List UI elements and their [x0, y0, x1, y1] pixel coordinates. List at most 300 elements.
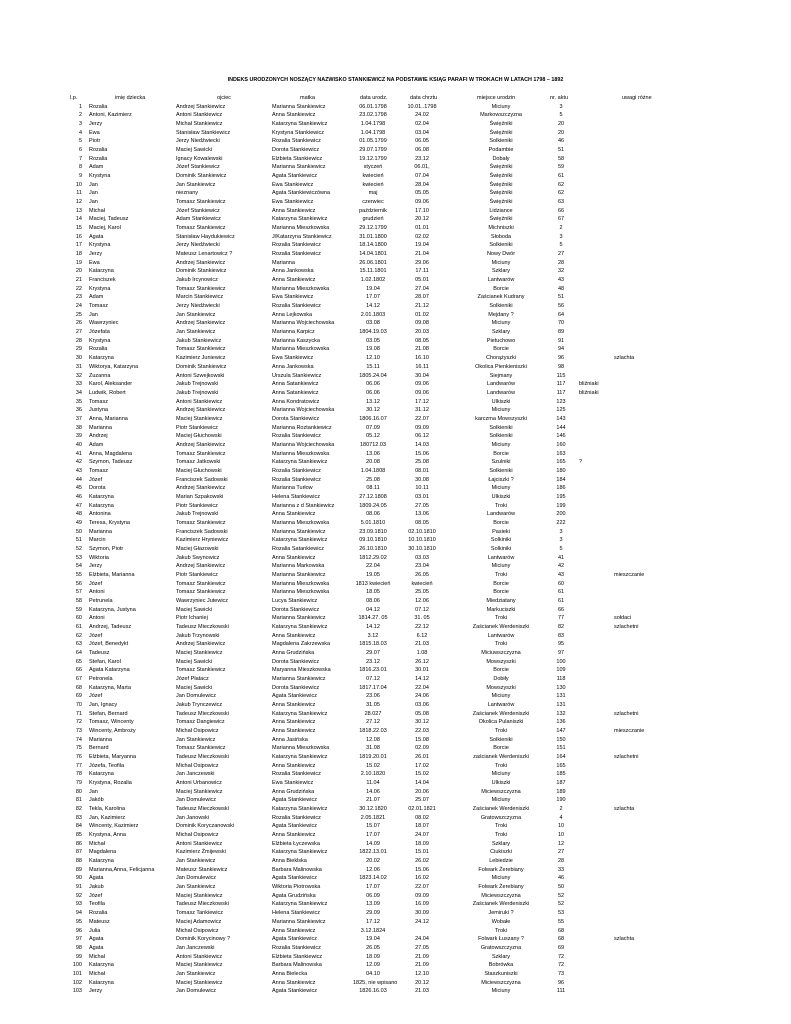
cell-father: Tomasz Stankiewicz	[176, 745, 226, 752]
cell-baptism-date: 10.01..1798	[407, 103, 437, 110]
cell-record-number: 61	[557, 589, 565, 596]
table-row	[70, 207, 750, 216]
cell-mother: Rozalia Satankiewicz	[272, 545, 324, 552]
cell-child-name: Michał	[89, 953, 105, 960]
cell-birthplace: Święźniki	[489, 199, 513, 206]
cell-lp: 56	[75, 580, 82, 587]
table-row	[70, 345, 750, 354]
table-row	[70, 528, 750, 537]
cell-mother: Anna Jankowska	[272, 363, 314, 370]
cell-child-name: Józef	[89, 632, 103, 639]
cell-baptism-date: 03.06	[415, 702, 429, 709]
cell-record-number: 68	[557, 927, 565, 934]
cell-father: Jerzy Niedźwiecki	[176, 303, 220, 310]
table-row	[70, 406, 750, 415]
cell-child-name: Katarzyna	[89, 858, 114, 865]
cell-birth-date: 30.12.1820	[359, 806, 387, 813]
cell-child-name: Franciszek	[89, 277, 116, 284]
cell-baptism-date: 28.07	[415, 294, 429, 301]
cell-mother: Krystyna Stankiewicz	[272, 129, 324, 136]
cell-lp: 59	[75, 606, 82, 613]
cell-birth-date: 1825, nie wpisano	[353, 979, 398, 986]
cell-birthplace: Nowy Dwór	[486, 251, 516, 258]
cell-mother: Elżbieta Łyczewska	[272, 840, 320, 847]
cell-birth-date: 03.05	[366, 337, 380, 344]
cell-lp: 84	[75, 823, 82, 830]
cell-birthplace: Borcie	[493, 589, 509, 596]
table-row	[70, 970, 750, 979]
cell-child-name: Krystyna	[89, 242, 111, 249]
cell-record-number: 131	[556, 702, 566, 709]
cell-birthplace: Lantwarów	[487, 632, 515, 639]
cell-baptism-date: 26.02	[415, 858, 429, 865]
cell-baptism-date: 26.12	[415, 658, 429, 665]
header-baptism-date: data chrztu	[410, 95, 438, 101]
table-row	[70, 354, 750, 363]
cell-baptism-date: 6.12	[416, 632, 428, 639]
cell-father: Tomasz Stankiewicz	[176, 589, 226, 596]
cell-lp: 54	[75, 563, 82, 570]
cell-record-number: 189	[556, 788, 566, 795]
cell-lp: 32	[75, 372, 82, 379]
cell-birth-date: 1822.13.01	[359, 849, 387, 856]
cell-father: Adam Stankiewicz	[176, 216, 221, 223]
table-row	[70, 380, 750, 389]
cell-lp: 22	[75, 285, 82, 292]
cell-record-number: 118	[556, 676, 566, 683]
cell-baptism-date: 16.09	[415, 901, 429, 908]
cell-birth-date: 180712.03	[360, 441, 386, 448]
cell-birthplace: Landwarów	[486, 381, 516, 388]
cell-lp: 62	[75, 632, 82, 639]
cell-record-number: 111	[556, 988, 566, 995]
cell-lp: 87	[75, 849, 82, 856]
cell-record-number: 151	[556, 745, 566, 752]
cell-mother: Marianna Mieszkowska	[272, 285, 330, 292]
cell-child-name: Krystyna	[89, 337, 111, 344]
cell-baptism-date: 09.06	[415, 389, 429, 396]
table-row	[70, 484, 750, 493]
table-row	[70, 736, 750, 745]
cell-father: Tomasz Tankiewicz	[176, 910, 223, 917]
table-row	[70, 137, 750, 146]
births-index-table	[70, 94, 750, 996]
cell-father: Dominik Korycinowy ?	[176, 936, 231, 943]
cell-birthplace: Ulkiszki	[491, 398, 511, 405]
cell-child-name: Katarzyna, Justyna	[89, 606, 136, 613]
cell-mother: Lucya Stankiewicz	[272, 597, 318, 604]
cell-child-name: Rozalia	[89, 147, 108, 154]
header-birth-date: data urodz.	[360, 95, 388, 101]
cell-father: Tomasz Stankiewicz	[176, 667, 226, 674]
cell-record-number: 186	[556, 485, 566, 492]
cell-mother: Marianna	[272, 259, 295, 266]
cell-record-number: 222	[556, 519, 566, 526]
cell-lp: 55	[75, 571, 82, 578]
cell-father: Jakub Trzynowski	[176, 632, 220, 639]
cell-birthplace: Troki	[494, 927, 508, 934]
cell-mother: Agata Stankiewicz	[272, 823, 317, 830]
cell-mother: Marianna Turłow	[272, 485, 313, 492]
cell-birth-date: 08.06	[366, 597, 380, 604]
cell-mother: Anna Jasińska	[272, 736, 308, 743]
cell-lp: 7	[78, 155, 82, 162]
cell-mother: Marianna Wojciechowska	[272, 407, 335, 414]
cell-father: Andrzej Stankiewicz	[176, 259, 226, 266]
cell-birthplace: Szklary	[491, 953, 511, 960]
cell-baptism-date: 14.03	[415, 441, 429, 448]
cell-baptism-date: 05.05	[415, 190, 429, 197]
cell-birth-date: październik	[359, 207, 387, 214]
cell-birthplace: Miciewszczyzna	[481, 892, 521, 899]
table-row	[70, 857, 750, 866]
cell-father: Tadeusz Mieczkowski	[176, 806, 229, 813]
cell-baptism-date: 20.12	[415, 979, 429, 986]
cell-record-number: 10	[557, 823, 565, 830]
cell-child-name: Michał	[89, 840, 105, 847]
cell-birth-date: 19.12.1799	[359, 155, 387, 162]
cell-child-name: Antonina	[89, 511, 111, 518]
cell-lp: 20	[75, 268, 82, 275]
cell-baptism-date: 07.04	[415, 173, 429, 180]
cell-birthplace: Solkieniki	[489, 242, 513, 249]
cell-baptism-date: 03.04	[415, 129, 429, 136]
cell-child-name: Tomasz, Wincenty	[89, 719, 134, 726]
table-row	[70, 545, 750, 554]
cell-father: Jan Stankiewicz	[176, 884, 216, 891]
cell-father: Franciszek Sadowski	[176, 476, 228, 483]
cell-mother: Marianna Roztankiewicz	[272, 424, 332, 431]
cell-child-name: Zuzanna	[89, 372, 111, 379]
cell-mother: Urszula Stankiewicz	[272, 372, 322, 379]
cell-child-name: Anna, Marianna	[89, 415, 128, 422]
cell-child-name: Marianna	[89, 424, 112, 431]
cell-record-number: 130	[556, 684, 566, 691]
cell-mother: Maryanna Mieszkowska	[272, 667, 331, 674]
cell-mother: Katarzyna Stankiewicz	[272, 710, 328, 717]
cell-child-name: Wiktorya, Katarzyna	[89, 363, 139, 370]
cell-birthplace: zaścianek Werdeniszki	[473, 754, 529, 761]
cell-lp: 38	[75, 424, 82, 431]
cell-baptism-date: 17.10	[415, 207, 429, 214]
cell-birthplace: Troki	[494, 571, 508, 578]
cell-lp: 77	[75, 762, 82, 769]
cell-father: Michał Osipowicz	[176, 728, 219, 735]
cell-birthplace: Okolica Pienkieniszki	[475, 363, 527, 370]
cell-mother: Marianna Mieszkowska	[272, 225, 330, 232]
cell-mother: Ewa Stankiewicz	[272, 294, 314, 301]
table-row	[70, 779, 750, 788]
cell-lp: 76	[75, 754, 82, 761]
cell-record-number: 163	[556, 450, 566, 457]
cell-birthplace: Solkieniki	[489, 736, 513, 743]
cell-father: Maciej Stankiewicz	[176, 979, 223, 986]
cell-baptism-date: 30.10.1810	[408, 545, 436, 552]
cell-birth-date: maj	[368, 190, 378, 197]
cell-mother: Rozalia Stankiewicz	[272, 476, 321, 483]
cell-lp: 10	[75, 181, 82, 188]
cell-record-number: 147	[556, 728, 566, 735]
cell-baptism-date: 07.12	[415, 606, 429, 613]
cell-birthplace: Lantwarów	[487, 554, 515, 561]
cell-child-name: Józef	[89, 476, 103, 483]
cell-record-number: 94	[557, 346, 565, 353]
table-row	[70, 632, 750, 641]
cell-baptism-date: 16.10	[415, 355, 429, 362]
cell-baptism-date: 20.06	[415, 788, 429, 795]
cell-birth-date: 12.06	[366, 866, 380, 873]
cell-father: Dominik Stankiewicz	[176, 268, 227, 275]
cell-baptism-date: 06.01,	[414, 164, 430, 171]
cell-mother: Rozalia Stankiewicz	[272, 771, 321, 778]
cell-baptism-date: 24.12	[415, 918, 429, 925]
cell-record-number: 63	[557, 199, 565, 206]
cell-child-name: Katarzyna	[89, 979, 114, 986]
cell-birth-date: 23.12	[366, 658, 380, 665]
cell-birth-date: styczeń	[363, 164, 383, 171]
cell-lp: 75	[75, 745, 82, 752]
cell-baptism-date: 26.01	[415, 754, 429, 761]
cell-mother: Anna Stankiewicz	[272, 719, 316, 726]
cell-child-name: Bernard	[89, 745, 109, 752]
cell-baptism-date: 03.01	[415, 493, 429, 500]
cell-record-number: 143	[556, 415, 566, 422]
cell-lp: 44	[75, 476, 82, 483]
cell-baptism-date: 18.09	[415, 840, 429, 847]
table-row	[70, 953, 750, 962]
cell-mother: Anna Stankiewicz	[272, 511, 316, 518]
cell-birthplace: Solkieniki	[489, 303, 513, 310]
table-row	[70, 909, 750, 918]
cell-record-number: 82	[557, 623, 565, 630]
cell-child-name: Jakub	[89, 884, 104, 891]
cell-record-number: 27	[557, 849, 565, 856]
header-father: ojciec	[217, 95, 232, 101]
cell-lp: 48	[75, 511, 82, 518]
cell-lp: 70	[75, 702, 82, 709]
cell-child-name: Anna, Magdalena	[89, 450, 133, 457]
cell-child-name: Katarzyna, Marta	[89, 684, 131, 691]
cell-birthplace: Miciuny	[491, 563, 511, 570]
cell-lp: 36	[75, 407, 82, 414]
cell-record-number: 3	[559, 537, 563, 544]
cell-child-name: Agata	[89, 936, 104, 943]
cell-baptism-date: 23.04	[415, 563, 429, 570]
cell-father: Maciej Sawicki	[176, 147, 213, 154]
table-row	[70, 267, 750, 276]
cell-mother: Anna Stankiewicz	[272, 728, 316, 735]
cell-baptism-date: 22.03	[415, 728, 429, 735]
cell-father: Tomasz Stankiewicz	[176, 450, 226, 457]
cell-birth-date: 3.12	[367, 632, 379, 639]
cell-mother: Marianna Stankiewicz	[272, 571, 326, 578]
cell-record-number: 131	[556, 693, 566, 700]
cell-mother: Rozalia Stankiewicz	[272, 467, 321, 474]
cell-birth-date: 1819.20.01	[359, 754, 387, 761]
table-row	[70, 606, 750, 615]
cell-lp: 72	[75, 719, 82, 726]
cell-birth-date: 23.06	[366, 693, 380, 700]
cell-baptism-date: 24.06	[415, 693, 429, 700]
cell-lp: 42	[75, 459, 82, 466]
cell-lp: 46	[75, 493, 82, 500]
cell-father: Andrzej Stankiewicz	[176, 407, 226, 414]
cell-birthplace: Miciuny	[491, 988, 511, 995]
cell-father: Antoni Urbanowicz	[176, 780, 222, 787]
cell-father: Tomasz Stankiewicz	[176, 580, 226, 587]
cell-father: Maciej Stankiewicz	[176, 415, 223, 422]
cell-mother: Anna Lejkowska	[272, 311, 313, 318]
cell-baptism-date: 16.11	[415, 363, 429, 370]
cell-birth-date: 1804.19.03	[359, 329, 387, 336]
cell-mother: Marianna Stankiewicz	[272, 676, 326, 683]
table-row	[70, 302, 750, 311]
cell-child-name: Józef	[89, 693, 103, 700]
cell-father: Kazimierz Hryniewicz	[176, 537, 229, 544]
cell-mother: Helena Stankiewicz	[272, 910, 320, 917]
table-row	[70, 328, 750, 337]
cell-mother: Marianna Markowska	[272, 563, 325, 570]
cell-mother: Dorota Stankiewicz	[272, 606, 320, 613]
cell-birthplace: Solkiniki	[490, 537, 512, 544]
table-row	[70, 224, 750, 233]
cell-birth-date: 31.01.1800	[359, 233, 387, 240]
cell-record-number: 97	[557, 650, 565, 656]
cell-birthplace: Borcie	[493, 346, 509, 353]
cell-birthplace: Landwarów	[486, 389, 516, 396]
cell-record-number: 200	[556, 511, 566, 518]
cell-record-number: 187	[556, 780, 566, 787]
table-row	[70, 718, 750, 727]
cell-lp: 19	[75, 259, 82, 266]
cell-baptism-date: 17.02	[415, 762, 429, 769]
cell-father: Stanisław Haydukiewicz	[176, 233, 235, 240]
cell-record-number: 115	[556, 372, 566, 379]
cell-birth-date: 12.08	[366, 736, 380, 743]
cell-child-name: Petrunela	[89, 597, 113, 604]
header-notes: uwagi różne	[622, 95, 652, 101]
cell-mother: Barbara Malinowska	[272, 962, 322, 969]
cell-birthplace: Borcie	[493, 580, 509, 587]
cell-record-number: 185	[556, 771, 566, 778]
cell-birth-date: 27.12.1808	[359, 493, 387, 500]
cell-lp: 53	[75, 554, 82, 561]
cell-father: Jakub Trejnowski	[176, 389, 219, 396]
cell-record-number: 3	[559, 528, 563, 535]
table-row	[70, 874, 750, 883]
cell-birth-date: 1809.24.05	[359, 502, 387, 509]
cell-lp: 27	[75, 329, 82, 336]
cell-child-name: Dorota	[89, 485, 106, 492]
cell-child-name: Krystyna, Rozalia	[89, 780, 132, 787]
cell-father: Piotr Stankiewicz	[176, 424, 218, 431]
cell-child-name: Maciej, Karol	[89, 225, 121, 232]
cell-record-number: 28	[557, 858, 565, 865]
cell-birth-date: 23.09.1810	[359, 528, 387, 535]
cell-birth-date: 07.09	[366, 424, 380, 431]
cell-child-name: Józefata	[89, 329, 110, 336]
cell-birth-date: 3.12.1824	[360, 927, 386, 934]
cell-record-number: 195	[556, 493, 566, 500]
cell-notes: mieszczanie	[614, 571, 645, 578]
cell-record-number: 146	[556, 433, 566, 440]
cell-record-number: 100	[556, 658, 566, 665]
cell-mother: Marianna Stankiewicz	[272, 615, 326, 622]
header-record-number: nr. aktu	[550, 95, 569, 101]
cell-birth-date: 1.02.1802	[360, 277, 386, 284]
table-row	[70, 146, 750, 155]
cell-lp: 94	[75, 910, 82, 917]
cell-lp: 37	[75, 415, 82, 422]
cell-lp: 71	[75, 710, 82, 717]
cell-baptism-date: 27.05	[415, 944, 429, 951]
cell-record-number: 53	[557, 910, 565, 917]
cell-record-number: 52	[557, 901, 565, 908]
cell-baptism-date: 09.09	[415, 424, 429, 431]
cell-baptism-date: kwiecień	[411, 580, 433, 587]
table-row	[70, 848, 750, 857]
cell-birth-date: 28.027	[364, 710, 382, 717]
cell-lp: 9	[78, 173, 82, 180]
cell-record-number: 165	[556, 762, 566, 769]
cell-birthplace: Szklary	[491, 840, 511, 847]
cell-notes: szlachta	[614, 806, 635, 813]
cell-baptism-date: 05.08	[415, 710, 429, 717]
cell-birthplace: Miciuwszczyzna	[481, 650, 521, 656]
cell-lp: 79	[75, 780, 82, 787]
cell-lp: 17	[75, 242, 82, 249]
cell-father: Maciej Stankiewicz	[176, 650, 223, 656]
cell-birth-date: 14.06	[366, 788, 380, 795]
cell-father: Tomasz Dangiewicz	[176, 719, 225, 726]
cell-father: Józef Stankiewicz	[176, 164, 220, 171]
cell-birth-date: 15.11.1801	[359, 268, 387, 275]
cell-birthplace: Miciuny	[491, 103, 511, 110]
cell-child-name: Jan, Kazimierz	[89, 814, 126, 821]
cell-father: Tadeusz Mieczkowski	[176, 901, 229, 908]
cell-father: Maciej Głazowski	[176, 545, 219, 552]
cell-birth-date: 19.04	[366, 936, 380, 943]
cell-record-number: 28	[557, 259, 565, 266]
cell-birth-date: 1818.22.03	[359, 728, 387, 735]
cell-birthplace: Markuciszki	[486, 606, 516, 613]
table-row	[70, 684, 750, 693]
cell-lp: 67	[75, 676, 82, 683]
table-row	[70, 727, 750, 736]
cell-child-name: Ewa	[89, 259, 100, 266]
table-row	[70, 822, 750, 831]
cell-father: Andrzej Stankiewicz	[176, 641, 226, 648]
cell-birth-date: 08.06	[366, 511, 380, 518]
cell-baptism-date: 02.04	[415, 121, 429, 128]
cell-baptism-date: 26.05	[415, 571, 429, 578]
cell-mother: Ewa Stankiewicz	[272, 181, 314, 188]
cell-record-number: 10	[557, 832, 565, 839]
cell-lp: 18	[75, 251, 82, 258]
table-row	[70, 337, 750, 346]
cell-baptism-date: 14.04	[415, 780, 429, 787]
cell-mother: Katarzyna Stankiewicz	[272, 121, 328, 128]
cell-notes: bliźniaki	[579, 389, 599, 396]
table-row	[70, 241, 750, 250]
cell-baptism-date: 06.12	[415, 433, 429, 440]
cell-baptism-date: 21.09	[415, 962, 429, 969]
cell-birthplace: Solkieniki	[489, 467, 513, 474]
cell-birthplace: Podambie	[488, 147, 514, 154]
cell-baptism-date: 30.01	[415, 667, 429, 674]
cell-record-number: 66	[557, 207, 565, 214]
cell-lp: 96	[75, 927, 82, 934]
